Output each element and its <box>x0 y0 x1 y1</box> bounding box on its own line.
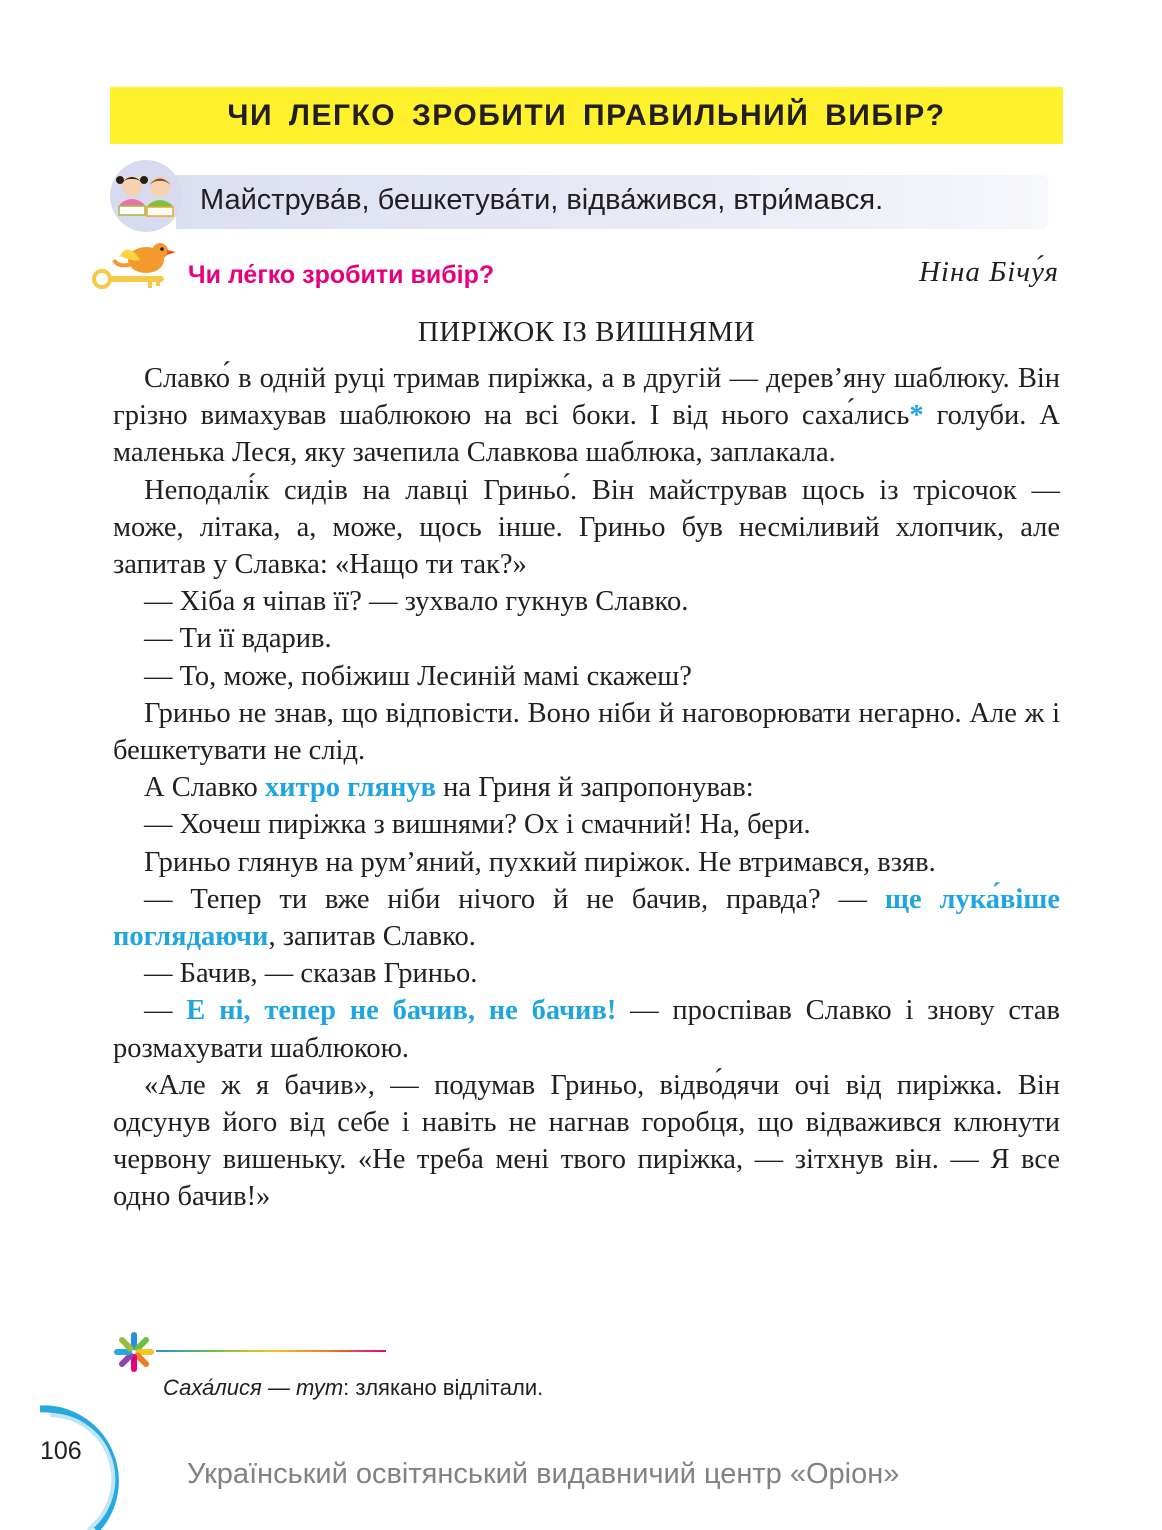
reading-kids-icon <box>112 170 180 222</box>
story-paragraph: Неподалі́к сидів на лавці Гриньо́. Він майстрував щось із трісочок — може, літака, а, може, щось інше. Гриньо був несміливий хлопчик, але запитав у Славка: «Нащо ти так?» <box>113 474 1060 581</box>
footnote-term: Саха́лися — тут <box>163 1375 344 1400</box>
story-paragraph: Славко́ в одній руці тримав пиріжка, а в другій — дерев’яну шаблюку. Він грізно вимахував шаблюкою на всі боки. І від нього саха́лись* голуби. А маленька Леся, яку зачепила Славкова шаблюка, заплакала. <box>113 363 1060 469</box>
highlighted-phrase: Е ні, тепер не бачив, не бачив! <box>186 995 617 1027</box>
reading-question: Чи ле́гко зробити вибір? <box>188 261 495 289</box>
story-paragraph: — Хочеш пиріжка з вишнями? Ох і смачний! На, бери. <box>144 809 811 841</box>
footnote-asterisk-icon <box>108 1330 160 1374</box>
bird-key-icon <box>88 238 180 296</box>
vocabulary-words: Майструва́в, бешкетува́ти, відва́жився, втри́мався. <box>200 184 884 216</box>
page-corner-arc <box>0 1405 130 1530</box>
story-paragraph: «Але ж я бачив», — подумав Гриньо, відво́дячи очі від пиріжка. Він одсунув його від себе і навіть не нагнав горобця, що відважився клюнути червону вишеньку. «Не треба мені твого пиріжка, — зітхнув він. — Я все одно бачив!» <box>113 1069 1060 1213</box>
footnote-marker: * <box>909 400 924 432</box>
story-paragraph: — Хіба я чіпав її? — зухвало гукнув Славко. <box>144 586 689 618</box>
story-title: ПИРІЖОК ІЗ ВИШНЯМИ <box>417 316 756 348</box>
story-paragraph: — То, може, побіжиш Лесиній мамі скажеш? <box>144 660 692 692</box>
story-paragraph: — Тепер ти вже ніби нічого й не бачив, правда? — ще лука́віше поглядаючи, запитав Славко. <box>113 883 1060 953</box>
publisher-name: Український освітянський видавничий центр «Оріон» <box>187 1458 900 1490</box>
footnote <box>163 1375 543 1401</box>
story-paragraph: Гриньо не знав, що відповісти. Воно ніби й наговорювати негарно. Але ж і бешкетувати не слід. <box>113 697 1060 767</box>
story-text <box>113 360 1060 1216</box>
lesson-title: ЧИ ЛЕГКО ЗРОБИТИ ПРАВИЛЬНИЙ ВИБІР? <box>227 98 946 132</box>
story-paragraph: Гриньо глянув на рум’яний, пухкий пиріжок. Не втримався, взяв. <box>144 846 936 878</box>
story-paragraph: — Ти її вдарив. <box>144 623 332 655</box>
highlighted-phrase: ще лука́віше поглядаючи <box>113 883 1060 953</box>
story-paragraph: — Е ні, тепер не бачив, не бачив! — проспівав Славко і знову став розмахувати шаблюкою. <box>113 995 1060 1064</box>
highlighted-phrase: хитро глянув <box>264 772 437 804</box>
story-paragraph: — Бачив, — сказав Гриньо. <box>144 958 478 990</box>
page-number: 106 <box>40 1437 82 1465</box>
footnote-divider <box>156 1350 386 1352</box>
story-author: Ніна Бічу́я <box>918 256 1059 288</box>
story-paragraph: А Славко хитро глянув на Гриня й запропонував: <box>144 772 754 804</box>
footnote-definition: : злякано відлітали. <box>343 1375 544 1400</box>
lesson-title-banner <box>110 87 1063 144</box>
